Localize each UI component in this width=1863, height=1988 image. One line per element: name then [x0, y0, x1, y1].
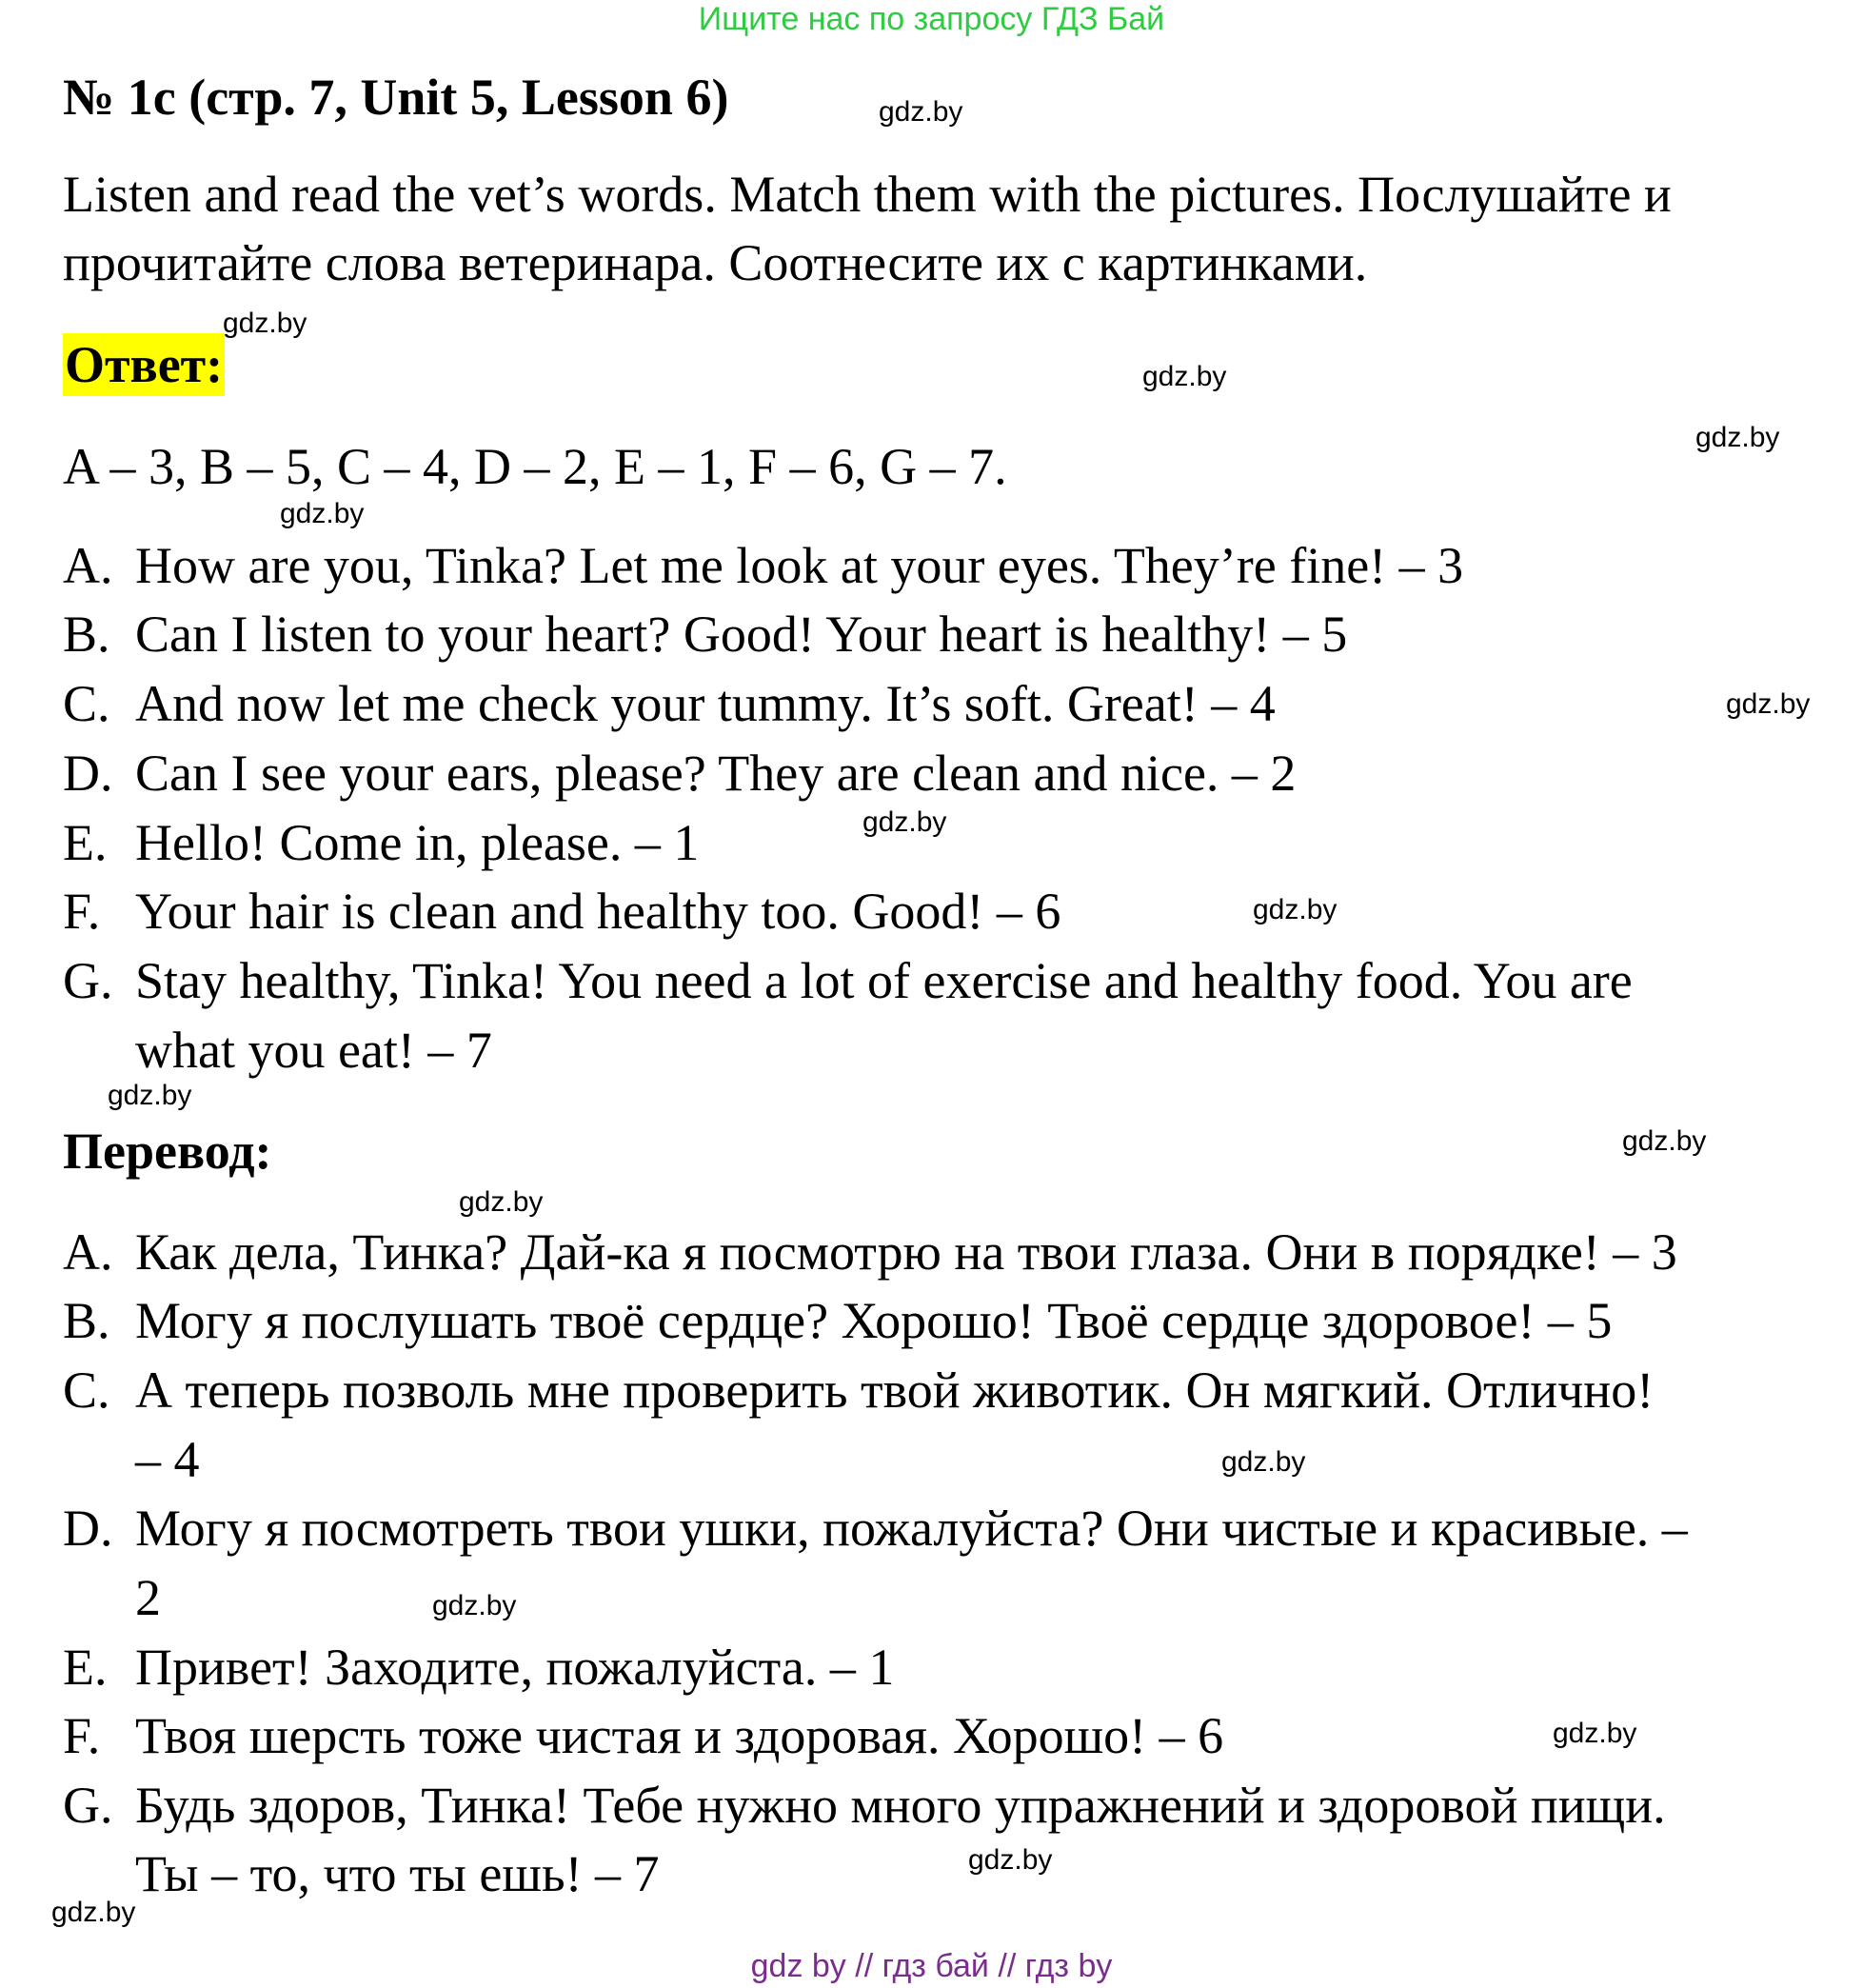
task-line-2: прочитайте слова ветеринара. Соотнесите их с картинками. — [63, 234, 1368, 291]
footer-links[interactable]: gdz by // гдз бай // гдз by — [750, 1948, 1113, 1984]
watermark: gdz.by — [1622, 1125, 1707, 1157]
translation-item-text: Могу я посмотреть твои ушки, пожалуйста? Они чистые и красивые. – — [135, 1500, 1688, 1557]
watermark: gdz.by — [1726, 688, 1811, 720]
watermark: gdz.by — [862, 806, 947, 838]
english-item-text: And now let me check your tummy. It’s soft. Great! – 4 — [135, 675, 1276, 732]
page-title: № 1c (стр. 7, Unit 5, Lesson 6) — [63, 69, 729, 126]
english-item-letter: F. — [63, 883, 101, 940]
translation-item-text: – 4 — [135, 1431, 200, 1488]
watermark: gdz.by — [1253, 894, 1338, 925]
watermark: gdz.by — [1695, 422, 1780, 453]
english-item-text: Your hair is clean and healthy too. Good! – 6 — [135, 883, 1061, 940]
english-item-text: Hello! Come in, please. – 1 — [135, 814, 700, 871]
watermark: gdz.by — [51, 1897, 136, 1928]
translation-item-text: А теперь позволь мне проверить твой животик. Он мягкий. Отлично! — [135, 1362, 1655, 1419]
translation-item-text: 2 — [135, 1569, 161, 1626]
english-item-letter: B. — [63, 606, 110, 663]
translation-item-letter: G. — [63, 1777, 113, 1834]
translation-item-letter: C. — [63, 1362, 110, 1419]
watermark: gdz.by — [223, 308, 307, 339]
watermark: gdz.by — [1142, 361, 1227, 392]
watermark: gdz.by — [879, 96, 963, 128]
translation-item-text: Ты – то, что ты ешь! – 7 — [135, 1845, 660, 1902]
translation-item-text: Могу я послушать твоё сердце? Хорошо! Твоё сердце здоровое! – 5 — [135, 1292, 1613, 1349]
english-item-text: Stay healthy, Tinka! You need a lot of exercise and healthy food. You are — [135, 952, 1633, 1009]
translation-item-letter: D. — [63, 1500, 113, 1557]
top-banner[interactable]: Ищите нас по запросу ГДЗ Бай — [698, 1, 1165, 37]
translation-item-text: Привет! Заходите, пожалуйста. – 1 — [135, 1639, 895, 1696]
translation-item-letter: B. — [63, 1292, 110, 1349]
watermark: gdz.by — [280, 498, 365, 529]
english-item-letter: C. — [63, 675, 110, 732]
english-item-letter: E. — [63, 814, 108, 871]
answer-key: A – 3, B – 5, C – 4, D – 2, E – 1, F – 6, G – 7. — [63, 438, 1007, 495]
translation-item-text: Как дела, Тинка? Дай-ка я посмотрю на твои глаза. Они в порядке! – 3 — [135, 1223, 1677, 1281]
translation-item-text: Будь здоров, Тинка! Тебе нужно много упражнений и здоровой пищи. — [135, 1777, 1666, 1834]
task-line-1: Listen and read the vet’s words. Match them with the pictures. Послушайте и — [63, 166, 1672, 223]
translation-item-text: Твоя шерсть тоже чистая и здоровая. Хорошо! – 6 — [135, 1707, 1224, 1764]
english-item-text: Can I see your ears, please? They are clean and nice. – 2 — [135, 745, 1297, 802]
translation-label: Перевод: — [63, 1123, 272, 1180]
translation-item-letter: E. — [63, 1639, 108, 1696]
english-item-letter: G. — [63, 952, 113, 1009]
watermark: gdz.by — [1553, 1718, 1637, 1749]
english-item-text: what you eat! – 7 — [135, 1022, 492, 1079]
watermark: gdz.by — [432, 1590, 517, 1621]
watermark: gdz.by — [968, 1844, 1053, 1876]
translation-item-letter: A. — [63, 1223, 113, 1281]
watermark: gdz.by — [108, 1080, 192, 1111]
watermark: gdz.by — [1221, 1446, 1306, 1478]
english-item-text: Can I listen to your heart? Good! Your heart is healthy! – 5 — [135, 606, 1348, 663]
translation-item-letter: F. — [63, 1707, 101, 1764]
english-item-text: How are you, Tinka? Let me look at your eyes. They’re fine! – 3 — [135, 537, 1464, 594]
watermark: gdz.by — [459, 1186, 544, 1218]
answer-label: Ответ: — [63, 333, 225, 396]
english-item-letter: A. — [63, 537, 113, 594]
english-item-letter: D. — [63, 745, 113, 802]
